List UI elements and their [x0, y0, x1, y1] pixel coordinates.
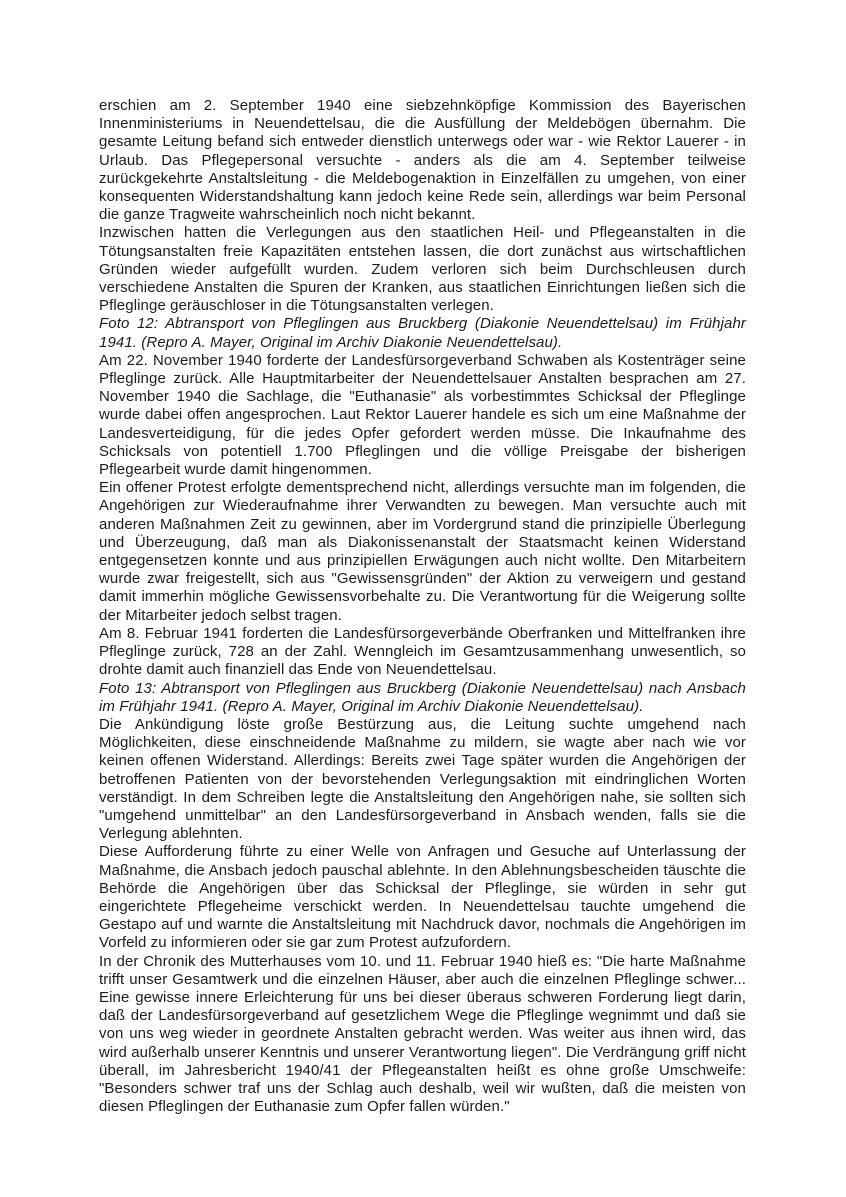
paragraph: Die Ankündigung löste große Bestürzung aus, die Leitung suchte umgehend nach Möglichkeiten, diese einschneidende Maßnahme zu mildern, sie wagte aber nach wie vor keinen offenen Widerstand. Allerdings: Bereits zwei Tage später wurden die Angehörigen der betroffenen Patienten von der bevorstehenden Verlegungsaktion mit eindringlichen Worten verständigt. In dem Schreiben legte die Anstaltsleitung den Angehörigen nahe, sie sollten sich "umgehend unmittelbar" an den Landesfürsorgeverband in Ansbach wenden, falls sie die Verlegung ablehnten.	[99, 715, 746, 843]
paragraph: Diese Aufforderung führte zu einer Welle von Anfragen und Gesuche auf Unterlassung der Maßnahme, die Ansbach jedoch pauschal ablehnte. In den Ablehnungsbescheiden täuschte die Behörde die Angehörigen über das Schicksal der Pfleglinge, sie würden in sehr gut eingerichtete Pflegeheime verschickt werden. In Neuendettelsau tauchte umgehend die Gestapo auf und warnte die Anstaltsleitung mit Nachdruck davor, nochmals die Angehörigen im Vorfeld zu informieren oder sie gar zum Protest aufzufordern.	[99, 843, 746, 952]
paragraph: erschien am 2. September 1940 eine siebzehnköpfige Kommission des Bayerischen Innenministeriums in Neuendettelsau, die die Ausfüllung der Meldebögen übernahm. Die gesamte Leitung befand sich entweder dienstlich unterwegs oder war - wie Rektor Lauerer - in Urlaub. Das Pflegepersonal versuchte - anders als die am 4. September teilweise zurückgekehrte Anstaltsleitung - die Meldebogenaktion in Einzelfällen zu umgehen, von einer konsequenten Widerstandshaltung kann jedoch keine Rede sein, allerdings war beim Personal die ganze Tragweite wahrscheinlich noch nicht bekannt.	[99, 97, 746, 224]
paragraph: Am 8. Februar 1941 forderten die Landesfürsorgeverbände Oberfranken und Mittelfranken ihre Pfleglinge zurück, 728 an der Zahl. Wenngleich im Gesamtzusammenhang unwesentlich, so drohte damit auch finanziell das Ende von Neuendettelsau.	[99, 624, 746, 679]
paragraph: Am 22. November 1940 forderte der Landesfürsorgeverband Schwaben als Kostenträger seine Pfleglinge zurück. Alle Hauptmitarbeiter der Neuendettelsauer Anstalten besprachen am 27. November 1940 die Sachlage, die "Euthanasie" als vorbestimmtes Schicksal der Pfleglinge wurde dabei offen angesprochen. Laut Rektor Lauerer handele es sich um eine Maßnahme der Landesverteidigung, für die jedes Opfer gefordert werden müsse. Die Inkaufnahme des Schicksals von potentiell 1.700 Pfleglingen und die völlige Preisgabe der bisherigen Pflegearbeit wurde damit hingenommen.	[99, 351, 746, 479]
paragraph: Ein offener Protest erfolgte dementsprechend nicht, allerdings versuchte man im folgenden, die Angehörigen zur Wiederaufnahme ihrer Verwandten zu bewegen. Man versuchte auch mit anderen Maßnahmen Zeit zu gewinnen, aber im Vordergrund stand die prinzipielle Überlegung und Überzeugung, daß man als Diakonissenanstalt der Staatsmacht keinen Widerstand entgegensetzen konnte und aus prinzipiellen Erwägungen auch nicht wollte. Den Mitarbeitern wurde zwar freigestellt, sich aus "Gewissensgründen" der Aktion zu verweigern und gestand damit immerhin mögliche Gewissensvorbehalte zu. Die Verantwortung für die Weigerung sollte der Mitarbeiter jedoch selbst tragen.	[99, 479, 746, 624]
paragraph: Inzwischen hatten die Verlegungen aus den staatlichen Heil- und Pflegeanstalten in die Tötungsanstalten freie Kapazitäten entstehen lassen, die dort zunächst aus wirtschaftlichen Gründen wieder aufgefüllt wurden. Zudem verloren sich beim Durchschleusen durch verschiedene Anstalten die Spuren der Kranken, aus staatlichen Einrichtungen ließen sich die Pfleglinge geräuschloser in die Tötungsanstalten verlegen.	[99, 224, 746, 315]
photo-caption: Foto 13: Abtransport von Pfleglingen aus Bruckberg (Diakonie Neuendettelsau) nach Ansbach im Frühjahr 1941. (Repro A. Mayer, Original im Archiv Diakonie Neuendettelsau).	[99, 679, 746, 715]
photo-caption: Foto 12: Abtransport von Pfleglingen aus Bruckberg (Diakonie Neuendettelsau) im Frühjahr 1941. (Repro A. Mayer, Original im Archiv Diakonie Neuendettelsau).	[99, 315, 746, 351]
paragraph: In der Chronik des Mutterhauses vom 10. und 11. Februar 1940 hieß es: "Die harte Maßnahme trifft unser Gesamtwerk und die einzelnen Häuser, aber auch die einzelnen Pfleglinge schwer... Eine gewisse innere Erleichterung für uns bei dieser überaus schweren Forderung liegt darin, daß der Landesfürsorgeverband auf gesetzlichem Wege die Pfleglinge wegnimmt und daß sie von uns weg wieder in geordnete Anstalten gebracht werden. Was weiter aus ihnen wird, das wird außerhalb unserer Kenntnis und unserer Verantwortung liegen". Die Verdrängung griff nicht überall, im Jahresbericht 1940/41 der Pflegeanstalten heißt es ohne große Umschweife: "Besonders schwer traf uns der Schlag auch deshalb, weil wir wußten, daß die meisten von diesen Pfleglingen der Euthanasie zum Opfer fallen würden."	[99, 952, 746, 1116]
